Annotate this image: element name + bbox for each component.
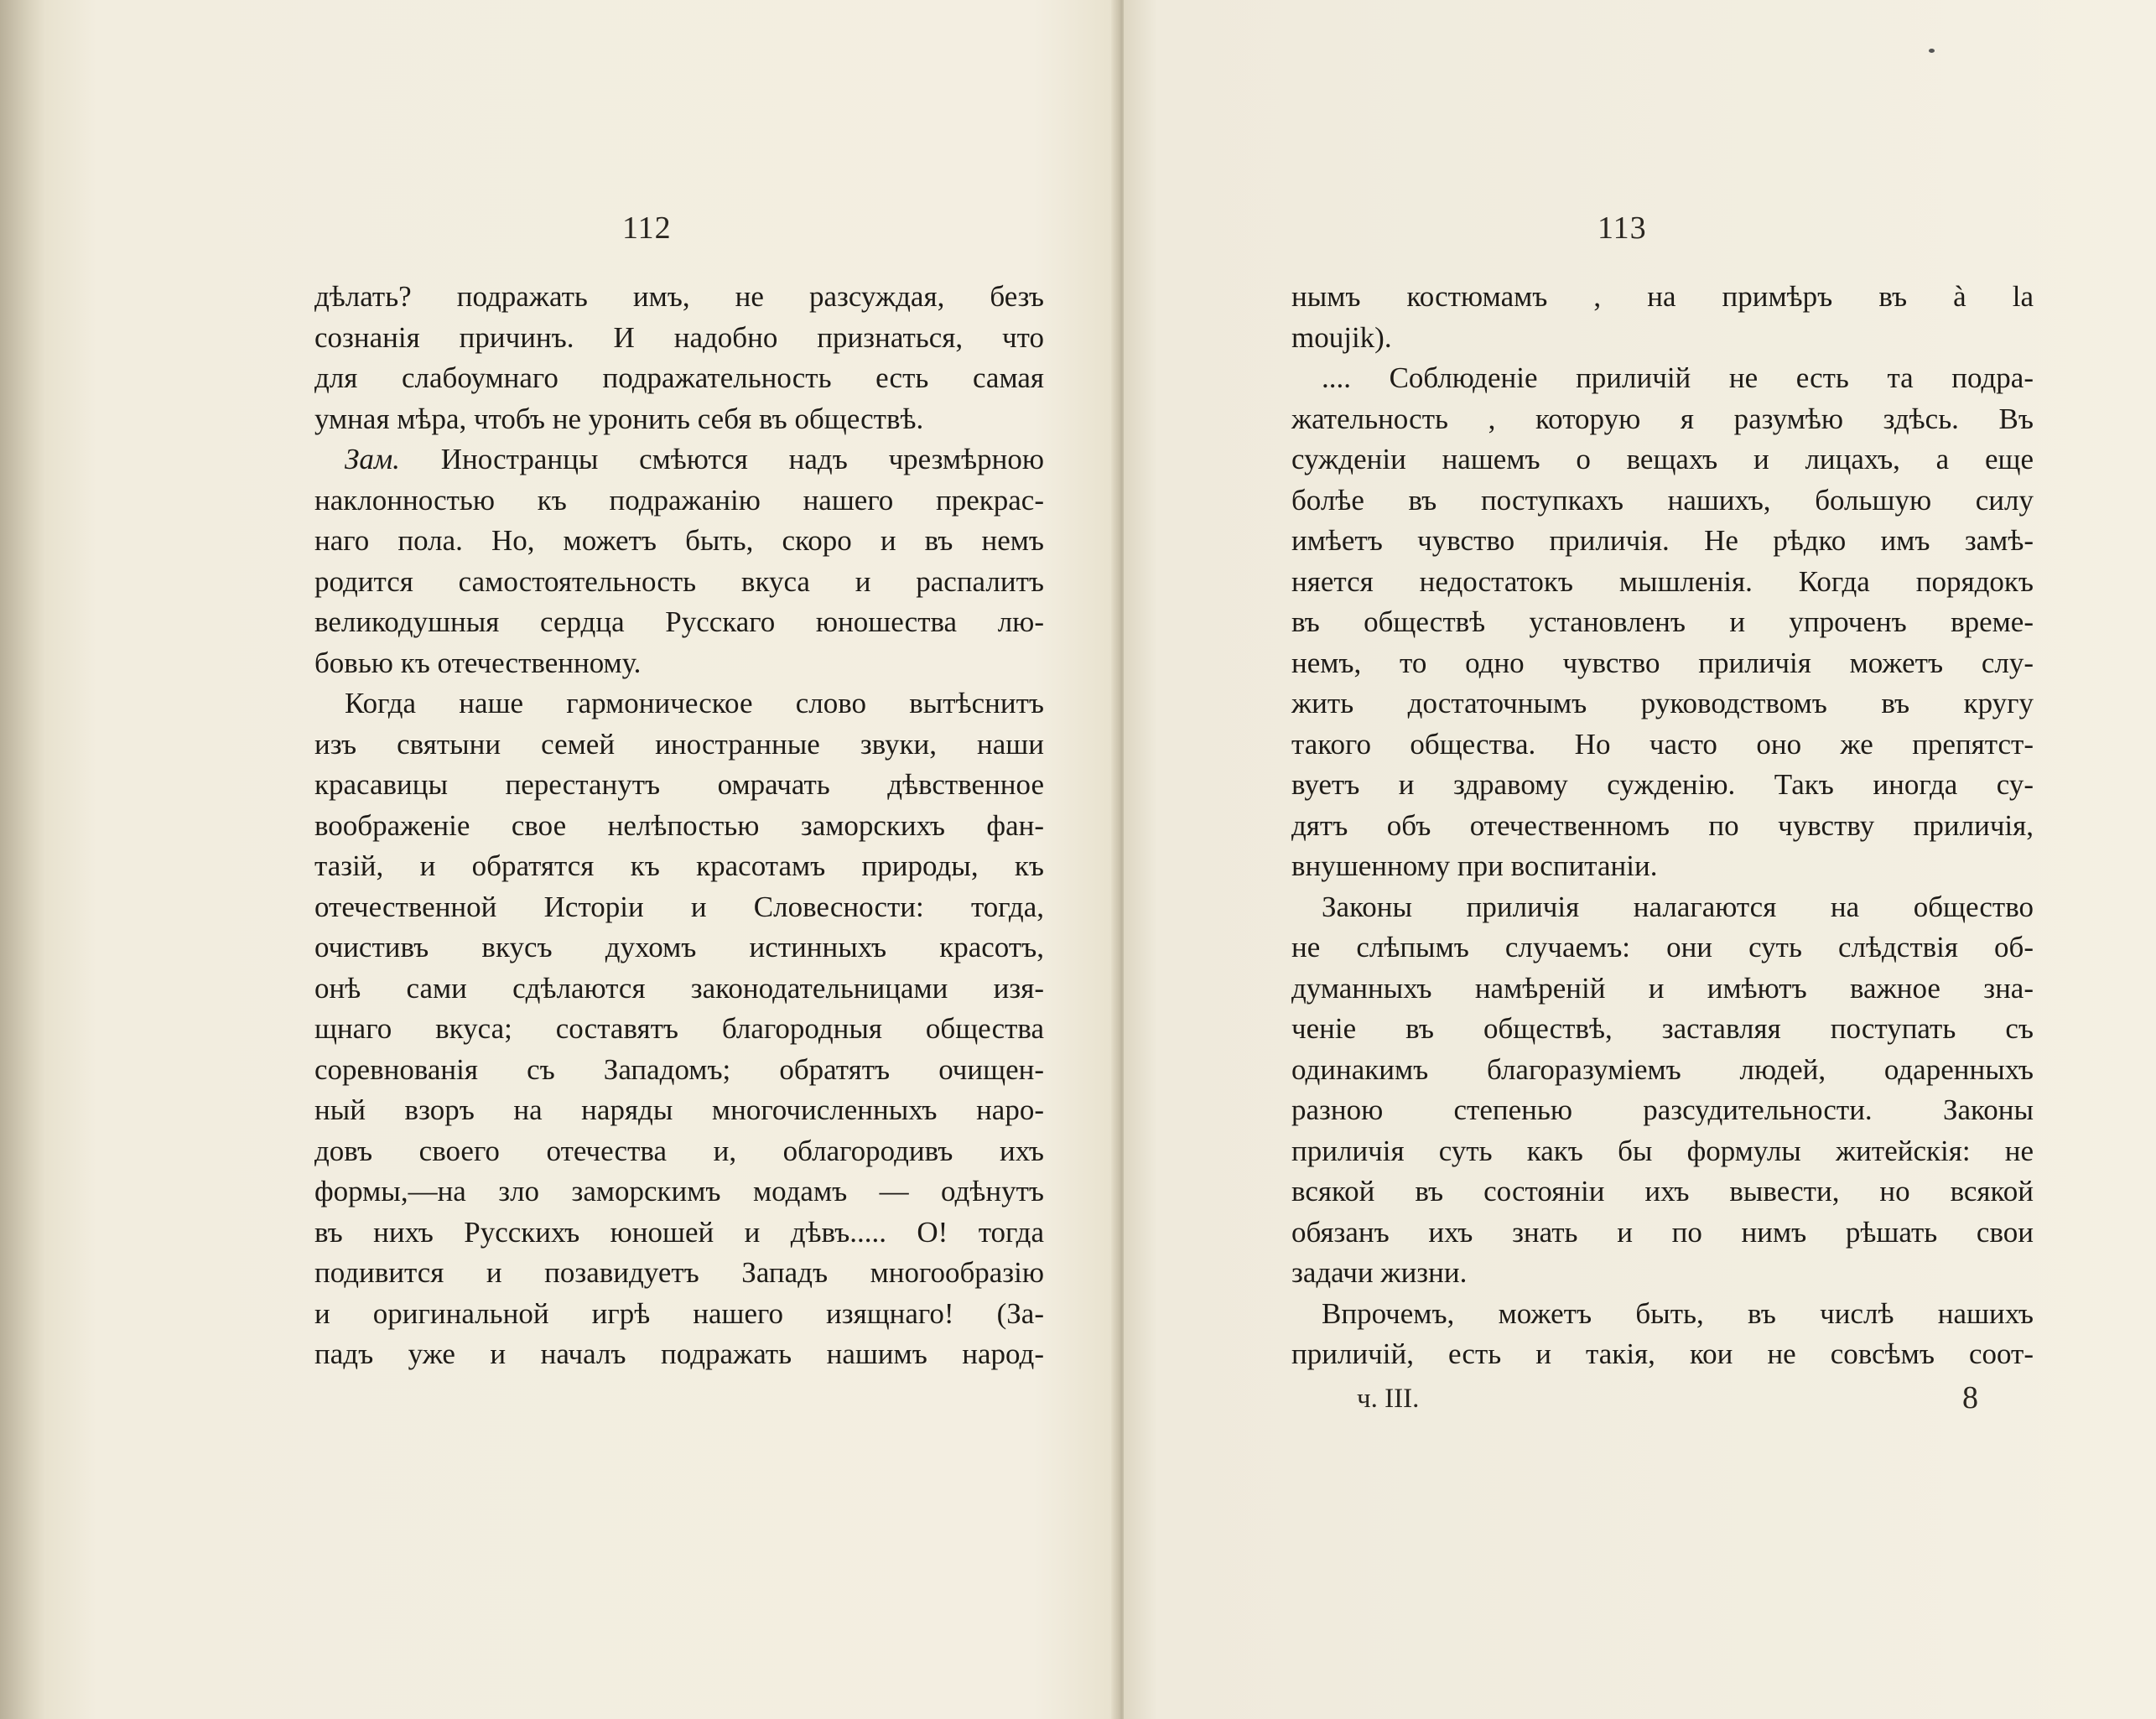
signature-number: 8 (1962, 1380, 1978, 1415)
text-line: и оригинальной игрѣ нашего изящнаго! (За- (314, 1296, 1044, 1330)
text-line: имѣетъ чувство приличія. Не рѣдко имъ замѣ- (1291, 524, 2034, 557)
text-line: Когда наше гармоническое слово вытѣснитъ (345, 687, 1044, 719)
text-line: очистивъ вкусъ духомъ истинныхъ красотъ, (314, 931, 1044, 963)
text-line: приличія суть какъ бы формулы житейскія: не (1291, 1134, 2034, 1167)
signature-mark: ч. III. (1357, 1384, 1420, 1414)
left-page (46, 0, 1120, 1719)
text-line: жательность , которую я разумѣю здѣсь. Въ (1291, 402, 2034, 435)
italic-lead: Зам. (345, 443, 400, 475)
page-number: 112 (622, 210, 672, 246)
text-line: обязанъ ихъ знать и по нимъ рѣшать свои (1291, 1215, 2034, 1249)
text-line: .... Соблюденіе приличій не есть та подра- (1322, 361, 2034, 394)
left-page-text (314, 277, 1044, 1375)
text-line: moujik). (1291, 320, 1392, 354)
page-number: 113 (1598, 210, 1647, 246)
text-line: отечественной Исторіи и Словесности: тогда, (314, 890, 1044, 923)
text-line: немъ, то одно чувство приличія можетъ слу- (1291, 646, 2034, 679)
page-edge-shadow (0, 0, 49, 1719)
text-line: задачи жизни. (1291, 1256, 1468, 1289)
text-line: красавицы перестанутъ омрачать дѣвственное (314, 768, 1044, 801)
text-line: всякой въ состояніи ихъ вывести, но всякой (1291, 1175, 2034, 1207)
text-line: одинакимъ благоразуміемъ людей, одаренныхъ (1291, 1052, 2034, 1086)
text-line: приличій, есть и такія, кои не совсѣмъ соот- (1291, 1337, 2034, 1370)
text-line: наклонностью къ подражанію нашего прекрас- (314, 483, 1044, 517)
text-line-rest: Иностранцы смѣются надъ чрезмѣрною (440, 443, 1044, 475)
text-line: формы,—на зло заморскимъ модамъ — одѣнутъ (314, 1175, 1044, 1207)
text-line: нымъ костюмамъ , на примѣръ въ à la (1291, 280, 2034, 313)
text-line: болѣе въ поступкахъ нашихъ, большую силу (1291, 483, 2034, 517)
text-line: думанныхъ намѣреній и имѣютъ важное зна- (1291, 971, 2034, 1005)
text-line: соревнованія съ Западомъ; обратятъ очищен- (314, 1052, 1044, 1086)
text-line: падъ уже и началъ подражать нашимъ народ- (314, 1337, 1044, 1370)
text-line: такого общества. Но часто оно же препятст- (1291, 727, 2034, 761)
text-line: няется недостатокъ мышленія. Когда порядокъ (1291, 564, 2034, 598)
text-line: въ обществѣ установленъ и упроченъ време- (1291, 605, 2034, 638)
text-line: въ нихъ Русскихъ юношей и дѣвъ..... О! тогда (314, 1215, 1044, 1249)
right-page-text (1291, 277, 2034, 1375)
text-line: разною степенью разсудительности. Законы (1291, 1093, 2034, 1126)
text-line: родится самостоятельность вкуса и распалитъ (314, 564, 1044, 598)
text-line: умная мѣра, чтобъ не уронить себя въ обществѣ. (314, 402, 924, 435)
ink-speck (1929, 49, 1935, 53)
text-line: онѣ сами сдѣлаются законодательницами изя- (314, 971, 1044, 1005)
text-line: не слѣпымъ случаемъ: они суть слѣдствія об- (1291, 931, 2034, 963)
text-line: внушенному при воспитаніи. (1291, 849, 1658, 882)
text-line: сознанія причинъ. И надобно признаться, что (314, 320, 1044, 354)
text-line: ченіе въ обществѣ, заставляя поступать съ (1291, 1012, 2034, 1045)
text-line: наго пола. Но, можетъ быть, скоро и въ немъ (314, 524, 1044, 557)
text-line: изъ святыни семей иностранные звуки, наши (314, 727, 1044, 761)
text-line: подивится и позавидуетъ Западъ многообразію (314, 1256, 1044, 1289)
text-line: вуетъ и здравому сужденію. Такъ иногда су- (1291, 768, 2034, 801)
text-line: бовью къ отечественному. (314, 646, 642, 679)
text-line: воображеніе свое нелѣпостью заморскихъ фан- (314, 808, 1044, 842)
text-line: для слабоумнаго подражательность есть самая (314, 361, 1044, 394)
text-line: довъ своего отечества и, облагородивъ ихъ (314, 1134, 1044, 1167)
text-line (314, 439, 1044, 480)
text-line: дѣлать? подражать имъ, не разсуждая, безъ (314, 280, 1044, 313)
text-line: великодушныя сердца Русскаго юношества лю- (314, 605, 1044, 638)
text-line: щнаго вкуса; составятъ благородныя общества (314, 1012, 1044, 1045)
text-line: Впрочемъ, можетъ быть, въ числѣ нашихъ (1322, 1296, 2034, 1330)
text-line: Законы приличія налагаются на общество (1322, 890, 2034, 923)
text-line: сужденіи нашемъ о вещахъ и лицахъ, а еще (1291, 443, 2034, 475)
text-line: тазій, и обратятся къ красотамъ природы, къ (314, 849, 1044, 882)
text-line: жить достаточнымъ руководствомъ въ кругу (1291, 687, 2034, 719)
text-line: дятъ объ отечественномъ по чувству приличія, (1291, 808, 2034, 842)
text-line: ный взоръ на наряды многочисленныхъ наро- (314, 1093, 1044, 1126)
right-page (1124, 0, 2156, 1719)
